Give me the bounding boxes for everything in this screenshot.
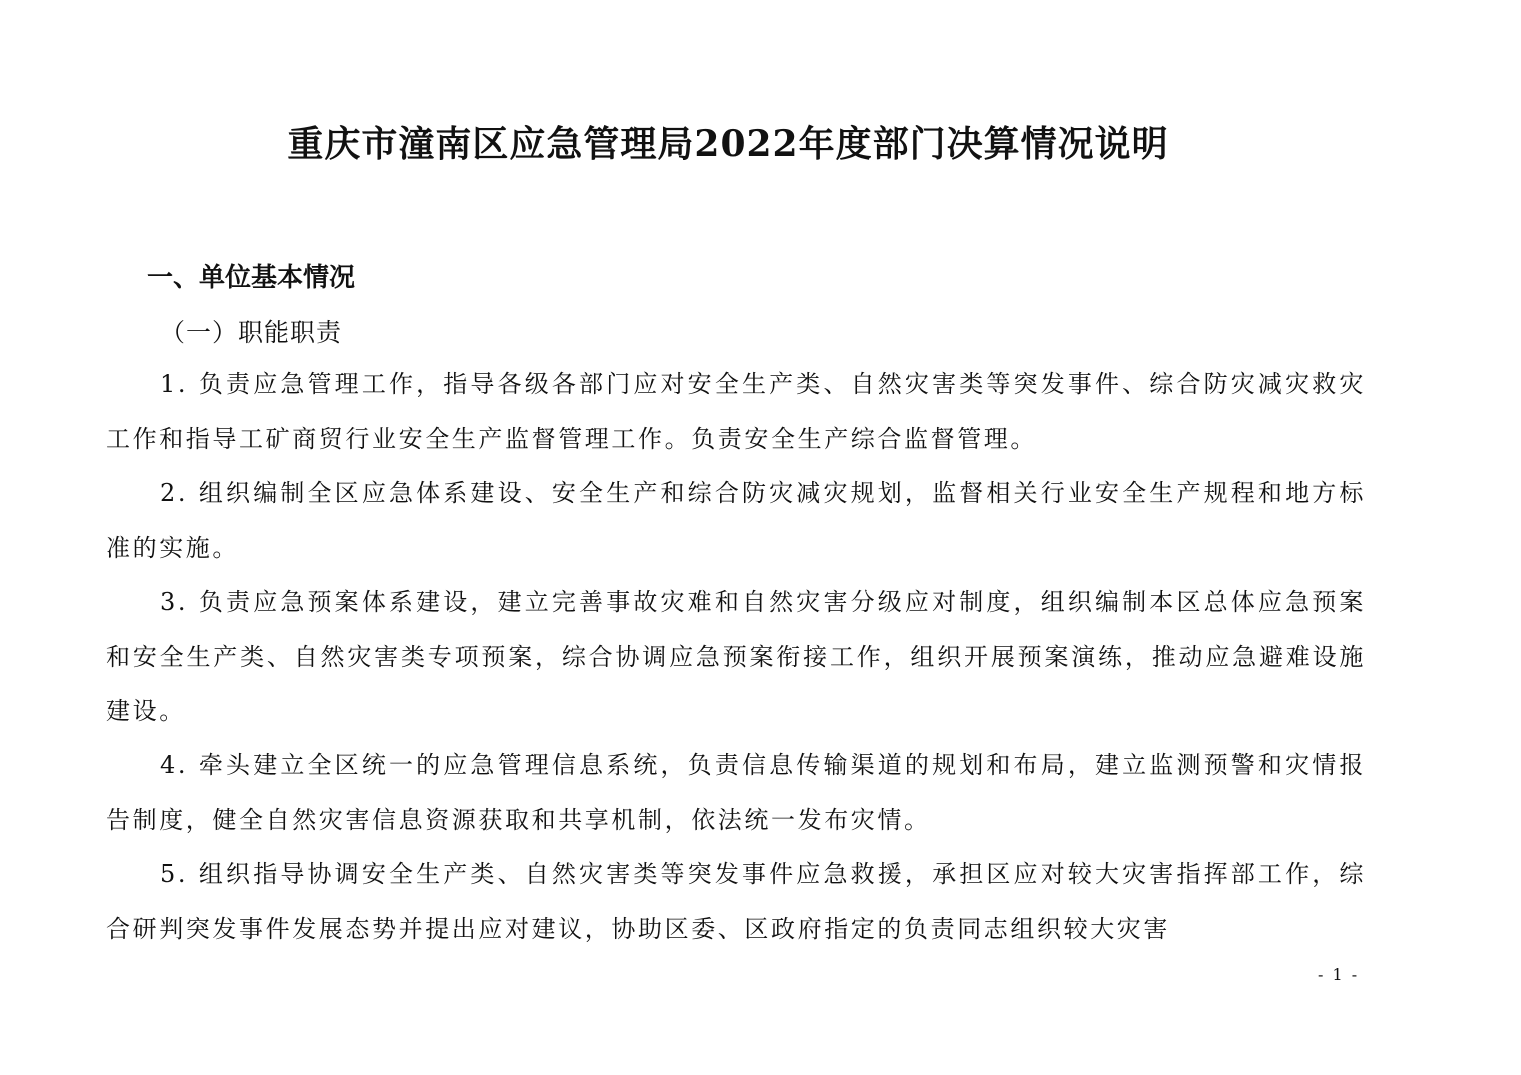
page-number: - 1 -: [1318, 965, 1360, 984]
duty-paragraph-1: 1. 负责应急管理工作，指导各级各部门应对安全生产类、自然灾害类等突发事件、综合防灾减灾救灾工作和指导工矿商贸行业安全生产监督管理工作。负责安全生产综合监督管理。: [106, 370, 1366, 453]
duty-paragraph-4: 4. 牵头建立全区统一的应急管理信息系统，负责信息传输渠道的规划和布局，建立监测预警和灾情报告制度，健全自然灾害信息资源获取和共享机制，依法统一发布灾情。: [106, 751, 1366, 834]
subsection-heading: （一）职能职责: [160, 318, 343, 347]
duty-paragraph-3: 3. 负责应急预案体系建设，建立完善事故灾难和自然灾害分级应对制度，组织编制本区总体应急预案和安全生产类、自然灾害类专项预案，综合协调应急预案衔接工作，组织开展预案演练，推动应急避难设施建设。: [106, 588, 1366, 725]
duty-paragraph-5: 5. 组织指导协调安全生产类、自然灾害类等突发事件应急救援，承担区应对较大灾害指挥部工作，综合研判突发事件发展态势并提出应对建议，协助区委、区政府指定的负责同志组织较大灾害: [106, 860, 1366, 943]
document-title: 重庆市潼南区应急管理局2022年度部门决算情况说明: [287, 123, 1169, 165]
section-heading: 一、单位基本情况: [147, 263, 356, 293]
duty-paragraph-2: 2. 组织编制全区应急体系建设、安全生产和综合防灾减灾规划，监督相关行业安全生产规程和地方标准的实施。: [106, 479, 1366, 562]
